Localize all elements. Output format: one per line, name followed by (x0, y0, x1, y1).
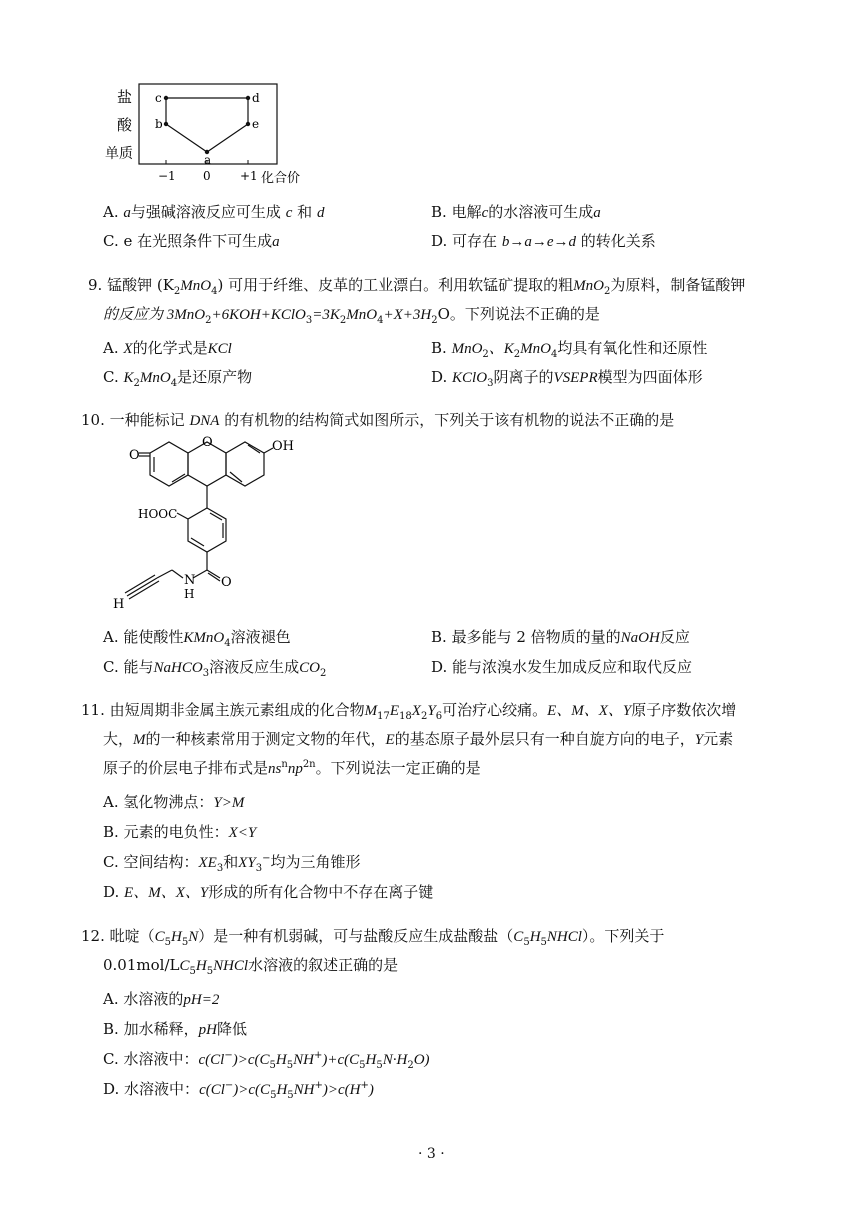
point-b (164, 122, 168, 126)
q10-option-c[interactable]: C. 能与NaHCO$_3$溶液反应生成$CO_2$ (103, 658, 327, 679)
q11-option-c[interactable]: C. 空间结构：$XE_3$和$XY_3^-$均为三角锥形 (103, 853, 361, 874)
struct-oh: OH (272, 439, 294, 454)
q9-option-a[interactable]: A. X的化学式是KCl (103, 339, 232, 357)
x-axis-label: 化合价 (261, 171, 301, 186)
struct-o-amide: O (221, 575, 232, 590)
q12-option-a[interactable]: A. 水溶液的pH=2 (103, 990, 220, 1008)
valence-diagram (105, 78, 301, 190)
y-axis-char-2: 酸 (117, 116, 133, 134)
struct-o-left: O (129, 448, 140, 463)
y-axis-char-1: 盐 (117, 88, 133, 106)
struct-hooc: HOOC (138, 507, 178, 521)
page-number: · 3 · (418, 1146, 445, 1162)
q11-option-a[interactable]: A. 氢化物沸点：Y>M (103, 793, 245, 811)
q11-option-d[interactable]: D. E、M、X、Y形成的所有化合物中不存在离子键 (103, 883, 434, 901)
q10-number: 10. (81, 411, 105, 429)
label-c: c (155, 91, 162, 105)
q11-number: 11. (81, 701, 105, 719)
label-b: b (155, 117, 163, 131)
q10-option-a[interactable]: A. 能使酸性KMnO$_4$溶液褪色 (103, 628, 291, 649)
q11-stem-line2: 大，M的一种核素常用于测定文物的年代，E的基态原子最外层只有一种自旋方向的电子，Y元素 (103, 730, 734, 748)
q10-option-b[interactable]: B. 最多能与 2 倍物质的量的NaOH反应 (431, 628, 690, 646)
q9-stem-line1: 9. 锰酸钾 $(K_2MnO_4)$ 可用于纤维、皮革的工业漂白。利用软锰矿提取的粗MnO$_2$为原料，制备锰酸钾 (88, 276, 746, 297)
q12-option-d[interactable]: D. 水溶液中：$c(Cl^-)>c(C_5H_5NH^+)>c(H^+)$ (103, 1080, 374, 1101)
q8-option-d[interactable]: D. 可存在 b→a→e→d 的转化关系 (431, 232, 656, 250)
label-d: d (252, 91, 260, 105)
q10-option-d[interactable]: D. 能与浓溴水发生加成反应和取代反应 (431, 658, 693, 676)
q11-stem-line1: 11. 由短周期非金属主族元素组成的化合物$M_{17}E_{18}X_2Y_6$可治疗心绞痛。E、M、X、Y原子序数依次增 (81, 701, 737, 722)
q8-option-a[interactable]: A. a与强碱溶液反应可生成 c 和 d (103, 203, 325, 221)
struct-n: N (184, 573, 196, 588)
q12-option-c[interactable]: C. 水溶液中：$c(Cl^-)>c(C_5H_5NH^+)+c(C_5H_5N\cdot H_2O)$ (103, 1050, 430, 1071)
q8-option-c[interactable]: C. e 在光照条件下可生成a (103, 232, 280, 250)
label-a: a (204, 153, 212, 167)
q11-option-b[interactable]: B. 元素的电负性：X<Y (103, 823, 257, 841)
q10-stem: 10. 一种能标记 DNA 的有机物的结构简式如图所示，下列关于该有机物的说法不正确的是 (81, 411, 675, 429)
point-d (246, 96, 250, 100)
q12-number: 12. (81, 927, 105, 945)
q8-option-b[interactable]: B. 电解c的水溶液可生成a (431, 203, 601, 221)
q12-stem-line2: $0.01mol/LC_5H_5NHCl$水溶液的叙述正确的是 (103, 956, 399, 977)
q11-stem-line3: 原子的价层电子排布式是$ns^nnp^{2n}$。下列说法一定正确的是 (103, 759, 481, 777)
y-label-bottom: 单质 (105, 146, 133, 162)
label-e: e (252, 117, 260, 131)
point-c (164, 96, 168, 100)
q9-number: 9. (88, 276, 103, 294)
q9-option-b[interactable]: B. MnO$_2$、$K_2MnO_4$均具有氧化性和还原性 (431, 339, 708, 360)
x-tick-0: 0 (203, 169, 211, 183)
q9-option-c[interactable]: C. $K_2MnO_4$是还原产物 (103, 368, 253, 389)
point-e (246, 122, 250, 126)
x-tick-minus1: −1 (158, 169, 176, 183)
structure-formula (105, 435, 294, 618)
x-tick-plus1: +1 (240, 169, 258, 183)
q12-option-b[interactable]: B. 加水稀释，pH降低 (103, 1020, 247, 1038)
q9-option-d[interactable]: D. KClO$_3$阴离子的VSEPR模型为四面体形 (431, 368, 703, 389)
struct-o-ring: O (202, 435, 213, 450)
struct-h-alkyne: H (113, 597, 125, 612)
q12-stem-line1: 12. 吡啶$(C_5H_5N)$是一种有机弱碱，可与盐酸反应生成盐酸盐$(C_5H_5NHCl)$。下列关于 (81, 927, 665, 948)
q9-stem-line2: 的反应为 $3MnO_2+6KOH+KClO_3=3K_2MnO_4+X+3H_2O$。下列说法不正确的是 (103, 305, 600, 326)
struct-nh-h: H (184, 587, 195, 601)
